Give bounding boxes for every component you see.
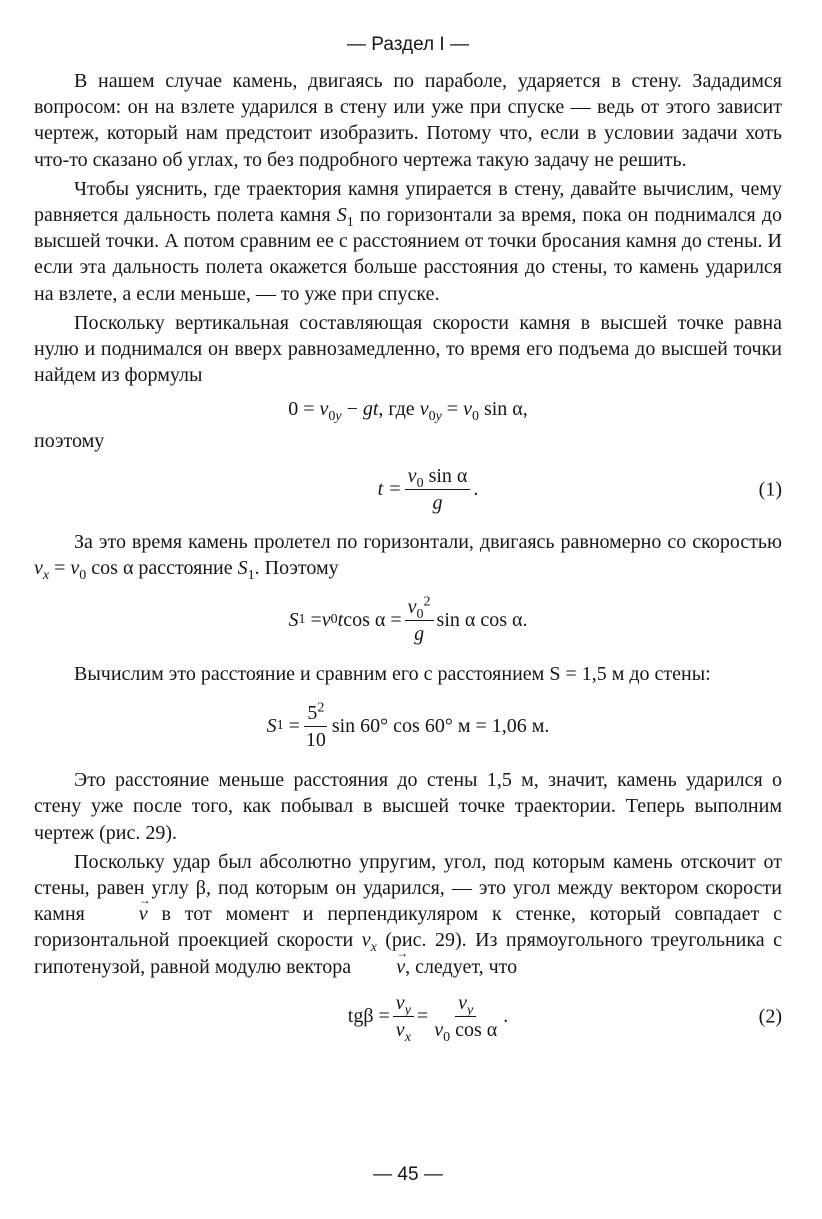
page-footer: — 45 — — [373, 1164, 443, 1185]
paragraph-6: Вычислим это расстояние и сравним его с расстоянием S = 1,5 м до стены: — [74, 663, 711, 686]
formula-s1: S 1 = v 0 t cos α = $\frac{v_0^2}{g}$ sin α cos α. — [288, 593, 528, 645]
paragraph-3: Поскольку вертикальная составляющая скорости камня в высшей точке равна нулю и поднимался он вверх равнозамедленно, то время его подъема до высшей точки найдем из формулы — [34, 311, 782, 387]
formula-1-lhs: t = — [377, 478, 402, 501]
formula-2-number: (2) — [758, 1005, 782, 1028]
page-header: — Раздел I — — [347, 34, 469, 55]
formula-2-lhs: tgβ = — [347, 1005, 390, 1028]
paragraph-2: Чтобы уяснить, где траектория камня упирается в стену, давайте вычислим, чему равняется дальность полета камня $S_1$ по горизонтали за время, пока он поднимался до высшей точки. А потом сравним ее с расстоянием от точки бросания камня до стены. И если эта дальность полета окажется больше расстояния до стены, то камень ударился на взлете, а если меньше, — то уже при спуске. — [34, 177, 782, 305]
formula-1: t = $\frac{v_0 \sin \alpha}{g}$ . (1) — [377, 465, 782, 515]
paragraph-1: В нашем случае камень, двигаясь по параболе, ударяется в стену. Зададимся вопросом: он на взлете ударился в стену или уже при спуске — ведь от этого зависит чертеж, который нам предстоит изобразить. Потому что, если в условии задачи хоть что-то сказано об углах, то без подробного чертежа такую задачу не решить. — [34, 70, 782, 171]
paragraph-5: За это время камень пролетел по горизонтали, двигаясь равномерно со скоростью $v_x = v_0$ cos α расстояние $S_1$. Поэтому — [34, 530, 782, 583]
formula-2: tgβ = $\frac{v_y}{v_x}$ = $\frac{v_y}{v_0 \cos \alpha}$ . (2) — [347, 992, 782, 1046]
page — [34, 0, 782, 1219]
formula-vertical-velocity: $0 = v_{0y}$ − gt, где $v_{0y} = v_0$ sin α, — [288, 398, 528, 425]
paragraph-7: Это расстояние меньше расстояния до стены 1,5 м, значит, камень ударился о стену уже после того, как побывал в высшей точке траектории. Теперь выполним чертеж (рис. 29). — [34, 769, 782, 844]
paragraph-8: Поскольку удар был абсолютно упругим, угол, под которым камень отскочит от стены, равен углу β, под которым он ударился, — это угол между вектором скорости камня → v в тот момент и перпендикуляром к стенке, который совпадает с горизонтальной проекцией скорости $v_x$ (рис. 29). Из прямоугольного треугольника с гипотенузой, равной модулю вектора → v, следует, что — [34, 849, 782, 980]
paragraph-4: поэтому — [34, 430, 105, 453]
formula-1-number: (1) — [758, 478, 782, 501]
formula-s1-value: S 1 = $\frac{5^2}{10}$ sin 60° cos 60° м = 1,06 м. — [266, 700, 550, 751]
page-content — [34, 68, 782, 1050]
